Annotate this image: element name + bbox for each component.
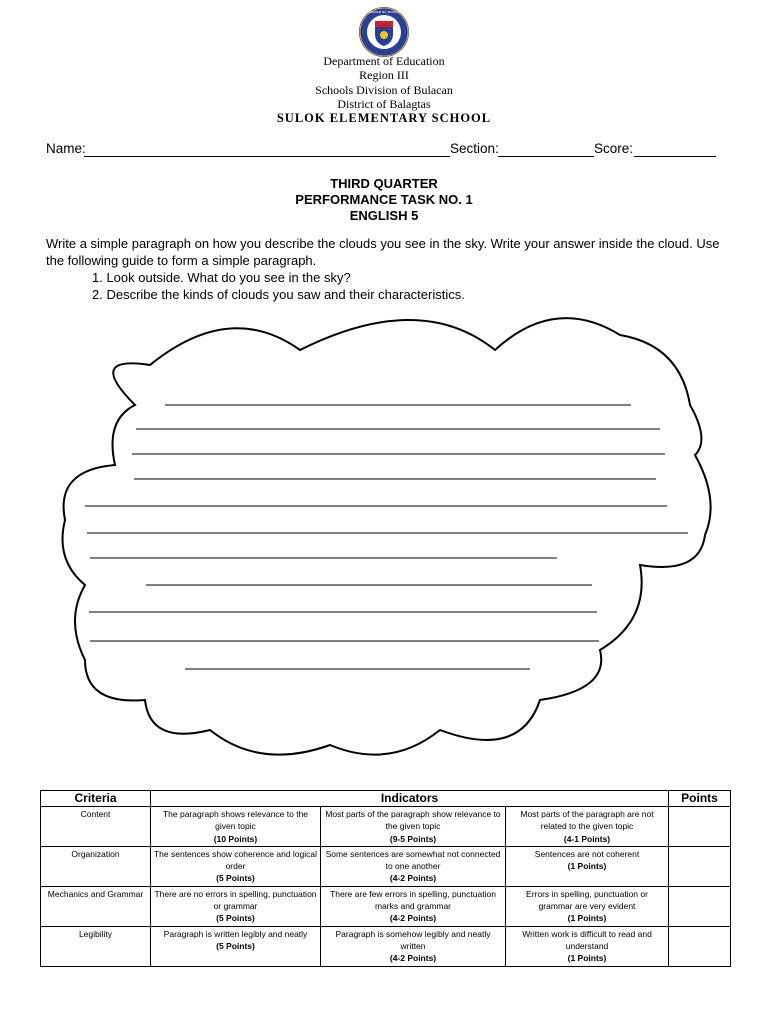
score-label: Score:	[594, 141, 634, 156]
criteria-cell: Mechanics and Grammar	[41, 886, 151, 926]
indicator-points: (4-1 Points)	[563, 833, 611, 844]
indicator-cell	[151, 886, 321, 926]
table-row	[41, 846, 731, 886]
points-header: Points	[669, 791, 731, 807]
criteria-cell: Legibility	[41, 926, 151, 966]
criteria-header: Criteria	[41, 791, 151, 807]
name-label: Name:	[46, 141, 86, 156]
indicator-text: Some sentences are somewhat not connected to one another	[325, 848, 501, 872]
section-field[interactable]	[498, 156, 594, 157]
criteria-cell: Content	[41, 807, 151, 847]
cloud-outline	[63, 318, 711, 754]
indicator-points: (10 Points)	[213, 833, 258, 844]
district-name: District of Balagtas	[337, 97, 431, 111]
indicator-text: The paragraph shows relevance to the given topic	[162, 809, 309, 832]
section-label: Section:	[450, 141, 499, 156]
indicator-points: (4-2 Points)	[389, 953, 437, 964]
indicator-text: Sentences are not coherent	[534, 848, 640, 859]
indicator-text: Written work is difficult to read and understand	[522, 928, 652, 951]
indicator-cell	[151, 926, 321, 966]
school-name: SULOK ELEMENTARY SCHOOL	[276, 111, 492, 125]
indicator-points: (5 Points)	[216, 873, 255, 884]
quarter-title: THIRD QUARTER	[330, 176, 438, 191]
guide-step-2: 2. Describe the kinds of clouds you saw and their characteristics.	[92, 287, 465, 302]
indicator-text: The sentences show coherence and logical order	[153, 848, 318, 872]
indicator-text: There are no errors in spelling, punctuation or grammar	[154, 888, 317, 912]
indicator-cell	[506, 886, 669, 926]
cloud-answer-box[interactable]	[0, 300, 768, 770]
indicator-text: Paragraph is written legibly and neatly	[163, 928, 308, 939]
indicator-cell	[321, 807, 506, 847]
instructions-text: Write a simple paragraph on how you describe the clouds you see in the sky. Write your answer inside the cloud. Use the following guide to form a simple paragraph.	[46, 236, 720, 268]
indicator-cell	[506, 926, 669, 966]
indicator-text: Most parts of the paragraph are not related to the given topic	[520, 809, 654, 832]
score-field[interactable]	[634, 156, 716, 157]
indicator-text: Most parts of the paragraph show relevance to the given topic	[325, 809, 501, 832]
rubric-header-row	[41, 791, 731, 807]
indicator-cell	[506, 846, 669, 886]
table-row	[41, 926, 731, 966]
indicator-points: (5 Points)	[216, 940, 255, 951]
indicator-cell	[321, 926, 506, 966]
points-cell[interactable]	[669, 926, 731, 966]
criteria-cell: Organization	[41, 846, 151, 886]
name-field[interactable]	[84, 156, 450, 157]
indicator-points: (5 Points)	[216, 913, 255, 924]
indicator-text: There are few errors in spelling, punctuation marks and grammar	[330, 888, 496, 912]
indicator-cell	[321, 886, 506, 926]
department-name: Department of Education	[323, 54, 445, 68]
indicator-cell	[506, 807, 669, 847]
indicator-points: (1 Points)	[567, 913, 607, 924]
indicator-cell	[321, 846, 506, 886]
indicator-points: (4-2 Points)	[389, 873, 437, 884]
indicator-points: (1 Points)	[567, 953, 607, 964]
points-cell[interactable]	[669, 807, 731, 847]
student-info-row	[46, 141, 726, 159]
indicator-cell	[151, 846, 321, 886]
seal-text: KAGAWARAN NG EDUKASYON	[361, 10, 407, 14]
indicators-header: Indicators	[151, 791, 669, 807]
task-title: PERFORMANCE TASK NO. 1	[295, 192, 473, 207]
points-cell[interactable]	[669, 846, 731, 886]
indicator-cell	[151, 807, 321, 847]
indicator-text: Paragraph is somehow legibly and neatly written	[335, 928, 491, 951]
indicator-text: Errors in spelling, punctuation or grammar are very evident	[526, 888, 648, 912]
division-name: Schools Division of Bulacan	[315, 82, 453, 97]
region-name: Region III	[359, 68, 409, 82]
table-row	[41, 886, 731, 926]
rubric-table	[40, 790, 731, 967]
deped-seal-icon	[355, 6, 413, 58]
indicator-points: (9-5 Points)	[389, 833, 437, 844]
indicator-points: (1 Points)	[567, 861, 607, 872]
subject-title: ENGLISH 5	[349, 208, 419, 223]
points-cell[interactable]	[669, 886, 731, 926]
indicator-points: (4-2 Points)	[389, 913, 437, 924]
table-row	[41, 807, 731, 847]
guide-step-1: 1. Look outside. What do you see in the sky?	[92, 270, 351, 285]
